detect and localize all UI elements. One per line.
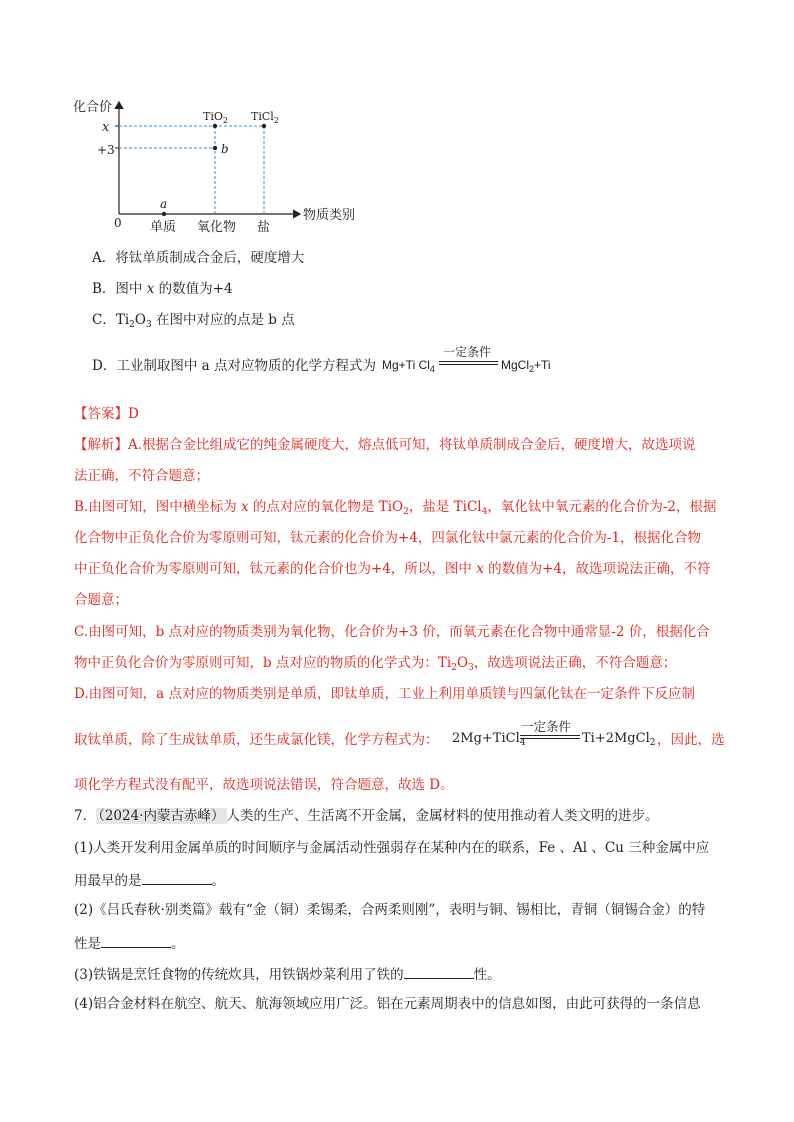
q7-source: （2024·内蒙古赤峰） [98,808,225,824]
q7-part2-line2 [74,933,185,953]
option-a: A．将钛单质制成合金后，硬度增大 [92,250,305,266]
data-point-a [162,212,166,216]
eq-left-sub: 4 [429,364,435,374]
option-c-pre: C．Ti [92,312,130,328]
option-c-mid: O [134,312,146,328]
origin-label: 0 [114,216,122,230]
t: x [241,499,249,515]
option-d-eq-left [382,358,435,374]
point-label-tio2: TiO$_2$ [203,110,228,125]
t: 。 [171,936,185,952]
t: ，故选项说法正确，不符合题意； [473,655,677,671]
analysis-line: 合题意； [74,592,128,608]
t: ，氧化钛中氧元素的化合价为-2，根据 [487,499,717,515]
q7-part1-line1: (1)人类开发利用金属单质的时间顺序与金属活动性强弱存在某种内在的联系，Fe 、Al 、Cu 三种金属中应 [74,840,710,856]
t: 。 [211,873,225,889]
analysis-line [74,498,717,521]
x-tick-label: 盐 [257,220,271,235]
eq-double-line [439,364,498,365]
point-label-ticl2: TiCl$_2$ [251,110,279,125]
analysis-line [74,654,676,677]
option-b-post: 的数值为+4 [154,281,233,297]
y-tick-label-x: x [102,120,110,135]
t: 4 [519,738,526,748]
data-point-b [213,146,217,150]
t: 2 [451,663,457,673]
analysis-eq-right [582,731,655,748]
analysis-line [74,560,711,578]
option-d-eq-right [501,358,551,374]
point-label-b: b [221,142,229,156]
t: 性。 [473,967,501,983]
data-point-tio2 [213,124,217,128]
answer-blank-1[interactable] [142,870,212,885]
t: x [476,561,484,577]
option-c-sub2: 3 [145,320,152,330]
t: 用最早的是 [74,873,142,889]
eq-double-line [439,361,498,362]
option-b-var: x [146,281,155,297]
t: 性是 [74,936,101,952]
analysis-line: ，因此，选 [657,732,725,748]
answer-blank-2[interactable] [101,933,171,948]
t: B.由图可知，图中横坐标为 [74,499,242,515]
q7-part2-line1: (2)《吕氏春秋·别类篇》载有“金（铜）柔锡柔，合两柔则刚”，表明与铜、锡相比，青铜（铜锡合金）的特 [74,902,706,918]
q7-number: 7． [74,808,97,824]
analysis-line: 法正确，不符合题意； [74,468,209,484]
t: 4 [481,507,488,517]
t: Ti+2MgCl [582,731,650,746]
x-tick-label: 单质 [150,220,177,235]
option-c-sub1: 2 [129,320,135,330]
eq-right: MgCl [501,358,530,372]
eq-right-tail: +Ti [534,358,551,372]
t: 3 [468,663,474,673]
t: 物中正负化合价为零原则可知，b 点对应的物质的化学式为：Ti [74,655,452,671]
eq-double-line [520,735,580,736]
q7-part3 [74,964,501,984]
analysis-line: D.由图可知，a 点对应的物质类别是单质，即钛单质，工业上利用单质镁与四氯化钛在一定条件下反应制 [74,686,695,702]
eq-right-sub: 2 [529,364,535,374]
point-label-a: a [160,197,168,211]
option-b [92,280,233,298]
answer-blank-3[interactable] [404,964,474,979]
analysis-line: 取钛单质，除了生成钛单质，还生成氯化镁，化学方程式为： [74,732,439,748]
analysis-line: 项化学方程式没有配平，故选项说法错误，符合题意，故选 D。 [74,777,454,793]
q7-part4: (4)铝合金材料在航空、航天、航海领域应用广泛。铝在元素周期表中的信息如图，由此可获得的一条信息 [74,996,701,1012]
q7-part1-line2 [74,870,225,890]
t: 中正负化合价为零原则可知，钛元素的化合价也为+4，所以，图中 [74,561,477,577]
y-axis-label: 化合价 [73,100,113,115]
option-c-post: 在图中对应的点是 b 点 [151,312,295,328]
analysis-eq-cond: 一定条件 [521,719,572,734]
t: O [457,655,469,671]
analysis-line: 化合物中正负化合价为零原则可知，钛元素的化合价为+4，四氯化钛中氯元素的化合价为-1，根据化合物 [74,530,702,546]
t: 2Mg+TiCl [452,731,520,746]
x-tick-label: 氧化物 [197,220,237,235]
analysis-line: C.由图可知，b 点对应的物质类别为氧化物，化合价为+3 价，而氧元素在化合物中通常显-2 价，根据化合 [74,624,710,640]
analysis-line: 【解析】A.根据合金比组成它的纯金属硬度大，熔点低可知，将钛单质制成合金后，硬度增大，故选项说 [74,437,696,453]
t: 的数值为+4，故选项说法正确，不符 [483,561,711,577]
option-c [92,311,295,334]
option-b-pre: B．图中 [92,281,147,297]
x-axis-label: 物质类别 [303,208,356,223]
q7-stem: 人类的生产、生活离不开金属，金属材料的使用推动着人类文明的进步。 [226,808,659,824]
y-tick-label-3: +3 [97,143,115,157]
t: 2 [403,507,409,517]
t: 的点对应的氧化物是 TiO [248,499,404,515]
valence-category-chart [0,0,794,240]
option-d: D．工业制取图中 a 点对应物质的化学方程式为 [92,358,376,374]
eq-double-line [520,738,580,739]
data-point-ticl2 [262,124,266,128]
t: (3)铁锅是烹饪食物的传统炊具，用铁锅炒菜利用了铁的 [74,967,404,983]
q7-header [74,807,659,825]
option-d-eq-cond: 一定条件 [443,345,492,359]
t: 2 [649,738,656,748]
eq-left: Mg+Ti Cl [382,358,430,372]
analysis-eq-left [452,731,525,748]
t: ，盐是 TiCl [408,499,482,515]
answer: 【答案】D [74,406,139,422]
